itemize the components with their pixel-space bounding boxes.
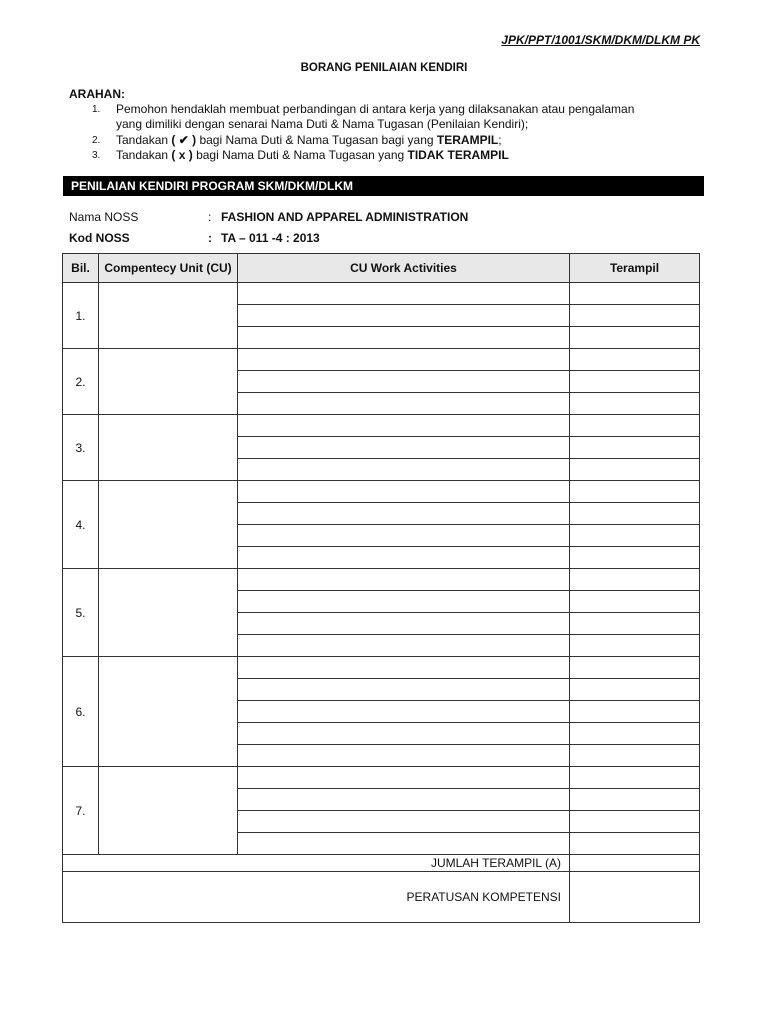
table-row: [63, 415, 700, 437]
terampil-cell[interactable]: [570, 679, 700, 701]
work-activity-cell[interactable]: [238, 745, 570, 767]
competency-unit-cell[interactable]: [99, 569, 238, 657]
terampil-cell[interactable]: [570, 723, 700, 745]
work-activity-cell[interactable]: [238, 569, 570, 591]
work-activity-cell[interactable]: [238, 591, 570, 613]
work-activity-cell[interactable]: [238, 459, 570, 481]
instruction-fragment: bagi Nama Duti & Nama Tugasan bagi yang: [196, 133, 437, 147]
jumlah-terampil-label: JUMLAH TERAMPIL (A): [63, 855, 570, 872]
work-activity-cell[interactable]: [238, 481, 570, 503]
nama-noss-label: Nama NOSS: [69, 210, 139, 224]
terampil-cell[interactable]: [570, 305, 700, 327]
row-number: 1.: [63, 283, 99, 349]
terampil-cell[interactable]: [570, 767, 700, 789]
colon: :: [208, 210, 212, 224]
assessment-table: [62, 253, 700, 923]
row-number: 7.: [63, 767, 99, 855]
work-activity-cell[interactable]: [238, 723, 570, 745]
section-band: PENILAIAN KENDIRI PROGRAM SKM/DKM/DLKM: [63, 176, 704, 196]
terampil-cell[interactable]: [570, 569, 700, 591]
header-terampil: Terampil: [570, 254, 700, 283]
work-activity-cell[interactable]: [238, 811, 570, 833]
terampil-cell[interactable]: [570, 635, 700, 657]
kod-noss-value: TA – 011 -4 : 2013: [221, 231, 320, 245]
work-activity-cell[interactable]: [238, 613, 570, 635]
work-activity-cell[interactable]: [238, 437, 570, 459]
terampil-cell[interactable]: [570, 437, 700, 459]
form-title: BORANG PENILAIAN KENDIRI: [300, 62, 468, 74]
row-number: 6.: [63, 657, 99, 767]
competency-unit-cell[interactable]: [99, 657, 238, 767]
table-row: [63, 283, 700, 305]
work-activity-cell[interactable]: [238, 547, 570, 569]
table-row: [63, 657, 700, 679]
peratusan-kompetensi-value-cell[interactable]: [570, 872, 700, 923]
terampil-cell[interactable]: [570, 283, 700, 305]
row-number: 2.: [63, 349, 99, 415]
emphasis-tidak-terampil: TIDAK TERAMPIL: [407, 148, 509, 162]
work-activity-cell[interactable]: [238, 833, 570, 855]
terampil-cell[interactable]: [570, 547, 700, 569]
instruction-text: [116, 133, 696, 148]
terampil-cell[interactable]: [570, 833, 700, 855]
instruction-fragment: Tandakan: [116, 148, 172, 162]
table-body: [63, 283, 700, 855]
arahan-heading: ARAHAN:: [69, 87, 125, 101]
work-activity-cell[interactable]: [238, 415, 570, 437]
work-activity-cell[interactable]: [238, 349, 570, 371]
work-activity-cell[interactable]: [238, 283, 570, 305]
emphasis-terampil: TERAMPIL: [436, 133, 499, 147]
competency-unit-cell[interactable]: [99, 283, 238, 349]
instruction-number: 3.: [92, 150, 101, 161]
row-number: 4.: [63, 481, 99, 569]
terampil-cell[interactable]: [570, 327, 700, 349]
terampil-cell[interactable]: [570, 371, 700, 393]
work-activity-cell[interactable]: [238, 503, 570, 525]
work-activity-cell[interactable]: [238, 635, 570, 657]
terampil-cell[interactable]: [570, 591, 700, 613]
terampil-cell[interactable]: [570, 503, 700, 525]
instruction-number: 2.: [92, 135, 101, 146]
terampil-cell[interactable]: [570, 349, 700, 371]
instruction-fragment: Tandakan: [116, 133, 172, 147]
table-row: [63, 767, 700, 789]
instruction-fragment: ;: [498, 133, 502, 147]
kod-noss-label: Kod NOSS: [69, 231, 130, 245]
work-activity-cell[interactable]: [238, 789, 570, 811]
work-activity-cell[interactable]: [238, 657, 570, 679]
work-activity-cell[interactable]: [238, 679, 570, 701]
jumlah-terampil-value-cell[interactable]: [570, 855, 700, 872]
document-reference: JPK/PPT/1001/SKM/DKM/DLKM PK: [501, 33, 700, 47]
instruction-line: Pemohon hendaklah membuat perbandingan di antara kerja yang dilaksanakan atau pengalaman: [116, 102, 635, 116]
terampil-cell[interactable]: [570, 789, 700, 811]
table-row: [63, 569, 700, 591]
table-row: [63, 349, 700, 371]
instruction-fragment: bagi Nama Duti & Nama Tugasan yang: [192, 148, 408, 162]
header-competency-unit: Compentecy Unit (CU): [99, 254, 238, 283]
work-activity-cell[interactable]: [238, 701, 570, 723]
work-activity-cell[interactable]: [238, 327, 570, 349]
row-number: 5.: [63, 569, 99, 657]
terampil-cell[interactable]: [570, 701, 700, 723]
instruction-text: [116, 148, 696, 163]
terampil-cell[interactable]: [570, 415, 700, 437]
work-activity-cell[interactable]: [238, 767, 570, 789]
terampil-cell[interactable]: [570, 657, 700, 679]
terampil-cell[interactable]: [570, 481, 700, 503]
nama-noss-value: FASHION AND APPAREL ADMINISTRATION: [221, 210, 469, 224]
header-bil: Bil.: [63, 254, 99, 283]
work-activity-cell[interactable]: [238, 305, 570, 327]
terampil-cell[interactable]: [570, 525, 700, 547]
terampil-cell[interactable]: [570, 811, 700, 833]
terampil-cell[interactable]: [570, 745, 700, 767]
work-activity-cell[interactable]: [238, 371, 570, 393]
header-work-activities: CU Work Activities: [238, 254, 570, 283]
competency-unit-cell[interactable]: [99, 415, 238, 481]
terampil-cell[interactable]: [570, 393, 700, 415]
table-row: [63, 481, 700, 503]
competency-unit-cell[interactable]: [99, 767, 238, 855]
competency-unit-cell[interactable]: [99, 349, 238, 415]
check-mark: ( ✔ ): [171, 133, 197, 147]
work-activity-cell[interactable]: [238, 393, 570, 415]
terampil-cell[interactable]: [570, 613, 700, 635]
colon: :: [208, 231, 212, 245]
instruction-text: [116, 102, 696, 132]
row-number: 3.: [63, 415, 99, 481]
terampil-cell[interactable]: [570, 459, 700, 481]
peratusan-kompetensi-label: PERATUSAN KOMPETENSI: [63, 872, 570, 923]
instruction-number: 1.: [92, 104, 101, 115]
work-activity-cell[interactable]: [238, 525, 570, 547]
instruction-line: yang dimiliki dengan senarai Nama Duti & Nama Tugasan (Penilaian Kendiri);: [116, 117, 529, 131]
cross-mark: ( x ): [171, 148, 193, 162]
competency-unit-cell[interactable]: [99, 481, 238, 569]
